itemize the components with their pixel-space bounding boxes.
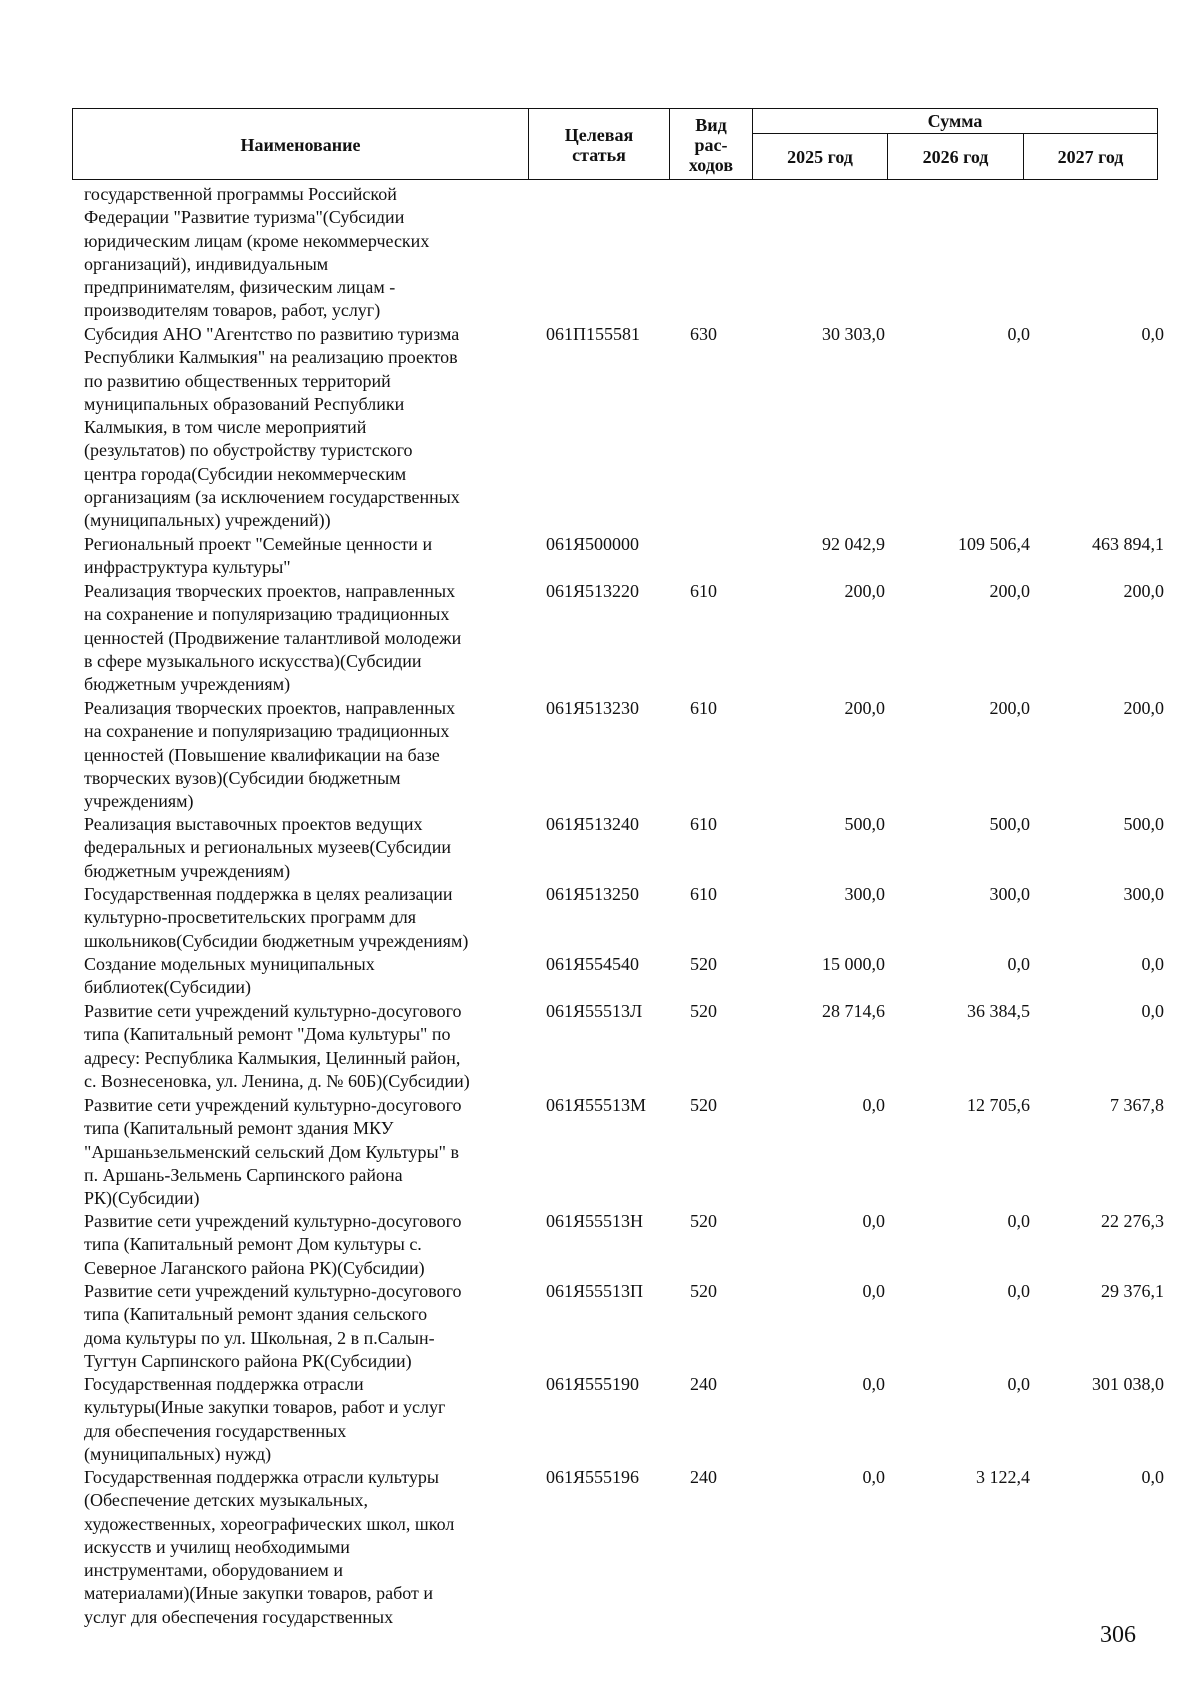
row-code: 061Я555196 xyxy=(546,1467,640,1487)
row-2025: 28 714,6 xyxy=(822,1001,885,1021)
row-name: государственной программы Российской Федерации "Развитие туризма"(Субсидии юридическим лицам (кроме некоммерческих организаций), индивидуальным предпринимателям, физическим лицам - производителям товаров, работ, услуг) xyxy=(84,184,430,321)
row-2027: 0,0 xyxy=(1141,954,1164,974)
row-2025: 500,0 xyxy=(844,814,885,834)
row-2025: 300,0 xyxy=(844,884,885,904)
row-name: Реализация творческих проектов, направленных на сохранение и популяризацию традиционных ценностей (Продвижение талантливой молодежи в сфере музыкального искусства)(Субсидии бюджетным учреждениям) xyxy=(84,581,462,695)
row-code: 061П155581 xyxy=(546,324,640,344)
row-vid: 610 xyxy=(690,698,717,718)
row-vid: 610 xyxy=(690,884,717,904)
row-2027: 0,0 xyxy=(1141,1001,1164,1021)
row-2027: 7 367,8 xyxy=(1110,1095,1164,1115)
table-header xyxy=(72,108,1158,180)
row-2026: 300,0 xyxy=(989,884,1030,904)
row-2025: 200,0 xyxy=(844,698,885,718)
row-2026: 0,0 xyxy=(1007,1281,1030,1301)
row-2026: 0,0 xyxy=(1007,1211,1030,1231)
row-2027: 500,0 xyxy=(1123,814,1164,834)
row-2027: 0,0 xyxy=(1141,1467,1164,1487)
row-name: Государственная поддержка отрасли культуры (Обеспечение детских музыкальных, художественных, хореографических школ, школ искусств и училищ необходимыми инструментами, оборудованием и материалами)(Иные закупки товаров, работ и услуг для обеспечения государственных xyxy=(84,1467,455,1627)
row-vid: 520 xyxy=(690,1281,717,1301)
row-2025: 0,0 xyxy=(862,1374,885,1394)
row-2027: 463 894,1 xyxy=(1092,534,1164,554)
row-code: 061Я513250 xyxy=(546,884,640,904)
row-2026: 12 705,6 xyxy=(967,1095,1030,1115)
row-2026: 3 122,4 xyxy=(976,1467,1030,1487)
header-sum: Сумма xyxy=(927,111,983,131)
row-2026: 109 506,4 xyxy=(958,534,1030,554)
row-2026: 36 384,5 xyxy=(967,1001,1030,1021)
row-code: 061Я555190 xyxy=(546,1374,640,1394)
row-2027: 301 038,0 xyxy=(1092,1374,1164,1394)
row-vid: 240 xyxy=(690,1467,717,1487)
row-name: Государственная поддержка отрасли культуры(Иные закупки товаров, работ и услуг для обеспечения государственных (муниципальных) нужд) xyxy=(84,1374,446,1464)
header-2025: 2025 год xyxy=(787,147,853,167)
row-2027: 0,0 xyxy=(1141,324,1164,344)
row-vid: 630 xyxy=(690,324,717,344)
row-vid: 520 xyxy=(690,1001,717,1021)
header-vid: Вид рас- ходов xyxy=(688,115,734,175)
row-code: 061Я55513П xyxy=(546,1281,644,1301)
row-code: 061Я554540 xyxy=(546,954,640,974)
row-2025: 0,0 xyxy=(862,1211,885,1231)
row-2026: 0,0 xyxy=(1007,954,1030,974)
row-code: 061Я513240 xyxy=(546,814,640,834)
row-name: Развитие сети учреждений культурно-досугового типа (Капитальный ремонт здания МКУ "Аршаньзельменский сельский Дом Культуры" в п. Аршань-Зельмень Сарпинского района РК)(Субсидии) xyxy=(84,1095,462,1209)
header-2027: 2027 год xyxy=(1057,147,1124,167)
row-2025: 0,0 xyxy=(862,1095,885,1115)
header-2026: 2026 год xyxy=(922,147,989,167)
row-name: Реализация творческих проектов, направленных на сохранение и популяризацию традиционных ценностей (Повышение квалификации на базе творческих вузов)(Субсидии бюджетным учреждениям) xyxy=(84,698,456,812)
row-2026: 200,0 xyxy=(989,581,1030,601)
header-name: Наименование xyxy=(240,135,361,155)
row-vid: 520 xyxy=(690,954,717,974)
page-number: 306 xyxy=(1100,1622,1136,1648)
row-code: 061Я55513М xyxy=(546,1095,647,1115)
row-2025: 200,0 xyxy=(844,581,885,601)
row-name: Развитие сети учреждений культурно-досугового типа (Капитальный ремонт здания сельского дома культуры по ул. Школьная, 2 в п.Салын- Тугтун Сарпинского района РК(Субсидии) xyxy=(84,1281,462,1371)
row-2025: 15 000,0 xyxy=(822,954,885,974)
row-2027: 29 376,1 xyxy=(1101,1281,1164,1301)
row-name: Субсидия АНО "Агентство по развитию туризма Республики Калмыкия" на реализацию проектов по развитию общественных территорий муниципальных образований Республики Калмыкия, в том числе мероприятий (результатов) по обустройству туристского центра города(Субсидии некоммерческим организациям (за исключением государственных (муниципальных) учреждений)) xyxy=(84,324,460,531)
row-vid: 610 xyxy=(690,581,717,601)
row-code: 061Я55513Л xyxy=(546,1001,643,1021)
row-2025: 92 042,9 xyxy=(822,534,885,554)
row-2026: 0,0 xyxy=(1007,324,1030,344)
row-2026: 500,0 xyxy=(989,814,1030,834)
row-name: Создание модельных муниципальных библиотек(Субсидии) xyxy=(84,954,375,998)
row-2026: 0,0 xyxy=(1007,1374,1030,1394)
row-code: 061Я513220 xyxy=(546,581,640,601)
row-name: Региональный проект "Семейные ценности и инфраструктура культуры" xyxy=(84,534,433,578)
row-vid: 240 xyxy=(690,1374,717,1394)
row-2025: 0,0 xyxy=(862,1281,885,1301)
row-vid: 520 xyxy=(690,1095,717,1115)
row-vid: 610 xyxy=(690,814,717,834)
row-2026: 200,0 xyxy=(989,698,1030,718)
row-2027: 200,0 xyxy=(1123,581,1164,601)
row-code: 061Я513230 xyxy=(546,698,640,718)
row-vid: 520 xyxy=(690,1211,717,1231)
row-2027: 300,0 xyxy=(1123,884,1164,904)
row-2027: 22 276,3 xyxy=(1101,1211,1164,1231)
row-2025: 0,0 xyxy=(862,1467,885,1487)
row-code: 061Я500000 xyxy=(546,534,640,554)
row-code: 061Я55513Н xyxy=(546,1211,644,1231)
row-2027: 200,0 xyxy=(1123,698,1164,718)
row-name: Реализация выставочных проектов ведущих федеральных и региональных музеев(Субсидии бюджетным учреждениям) xyxy=(84,814,451,881)
row-2025: 30 303,0 xyxy=(822,324,885,344)
header-target: Целевая статья xyxy=(564,125,634,165)
row-name: Развитие сети учреждений культурно-досугового типа (Капитальный ремонт Дом культуры с. Северное Лаганского района РК)(Субсидии) xyxy=(84,1211,462,1278)
row-name: Развитие сети учреждений культурно-досугового типа (Капитальный ремонт "Дома культуры" по адресу: Республика Калмыкия, Целинный район, с. Вознесеновка, ул. Ленина, д. № 60Б)(Субсидии) xyxy=(84,1001,470,1091)
row-name: Государственная поддержка в целях реализации культурно-просветительских программ для школьников(Субсидии бюджетным учреждениям) xyxy=(84,884,469,951)
